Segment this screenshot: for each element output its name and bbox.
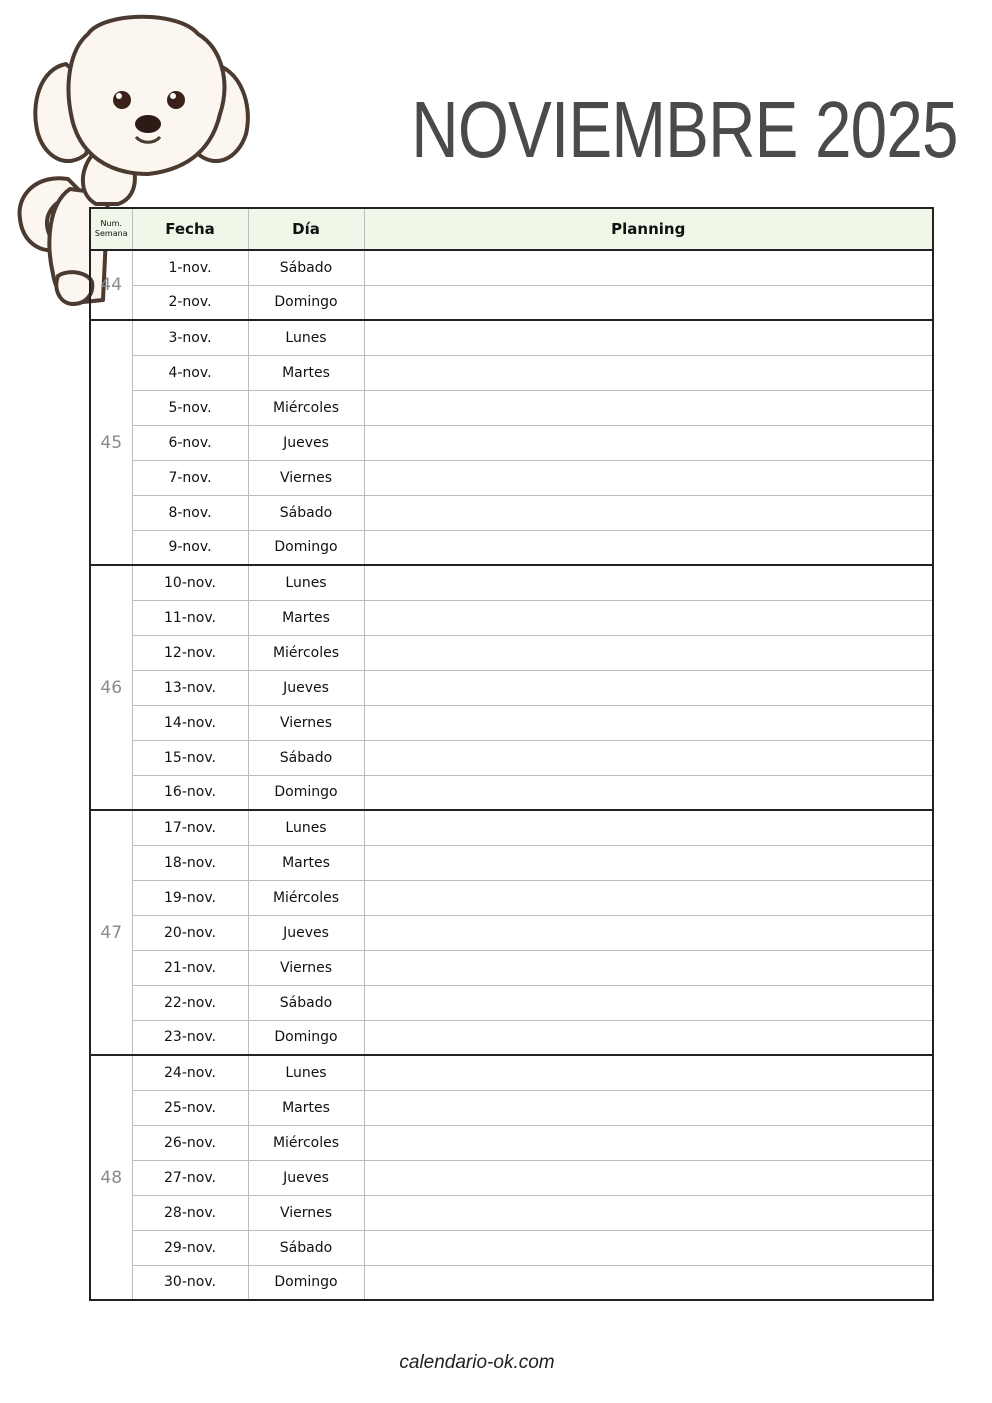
day-cell: Domingo	[248, 1020, 364, 1055]
date-cell: 14-nov.	[132, 705, 248, 740]
table-row	[90, 320, 933, 355]
day-cell: Martes	[248, 600, 364, 635]
planning-cell[interactable]	[364, 880, 933, 915]
date-cell: 30-nov.	[132, 1265, 248, 1300]
planning-cell[interactable]	[364, 1160, 933, 1195]
day-cell: Domingo	[248, 1265, 364, 1300]
planning-cell[interactable]	[364, 285, 933, 320]
day-cell: Jueves	[248, 915, 364, 950]
day-cell: Viernes	[248, 950, 364, 985]
date-cell: 17-nov.	[132, 810, 248, 845]
day-cell: Sábado	[248, 1230, 364, 1265]
planning-header: Planning	[364, 208, 933, 250]
date-cell: 13-nov.	[132, 670, 248, 705]
table-row	[90, 495, 933, 530]
page-title: NOVIEMBRE 2025	[411, 85, 958, 174]
planning-cell[interactable]	[364, 495, 933, 530]
date-cell: 10-nov.	[132, 565, 248, 600]
day-cell: Sábado	[248, 985, 364, 1020]
planning-cell[interactable]	[364, 390, 933, 425]
day-cell: Martes	[248, 355, 364, 390]
date-cell: 26-nov.	[132, 1125, 248, 1160]
table-row	[90, 810, 933, 845]
week-number-header-line2: Semana	[94, 229, 128, 238]
table-row	[90, 1160, 933, 1195]
table-row	[90, 390, 933, 425]
table-row	[90, 565, 933, 600]
planning-cell[interactable]	[364, 600, 933, 635]
day-cell: Sábado	[248, 250, 364, 285]
date-cell: 22-nov.	[132, 985, 248, 1020]
table-row	[90, 1195, 933, 1230]
table-row	[90, 1055, 933, 1090]
planning-cell[interactable]	[364, 250, 933, 285]
table-row	[90, 705, 933, 740]
planning-cell[interactable]	[364, 320, 933, 355]
table-row	[90, 425, 933, 460]
table-row	[90, 880, 933, 915]
planning-cell[interactable]	[364, 1230, 933, 1265]
table-row	[90, 355, 933, 390]
date-cell: 15-nov.	[132, 740, 248, 775]
date-cell: 4-nov.	[132, 355, 248, 390]
day-cell: Domingo	[248, 530, 364, 565]
table-row	[90, 985, 933, 1020]
planning-cell[interactable]	[364, 1195, 933, 1230]
date-cell: 3-nov.	[132, 320, 248, 355]
planning-cell[interactable]	[364, 810, 933, 845]
date-cell: 21-nov.	[132, 950, 248, 985]
date-cell: 2-nov.	[132, 285, 248, 320]
table-row	[90, 915, 933, 950]
day-cell: Lunes	[248, 565, 364, 600]
footer-website[interactable]: calendario-ok.com	[399, 1352, 555, 1373]
table-header-row	[90, 208, 933, 250]
day-cell: Lunes	[248, 810, 364, 845]
week-number-header-line1: Num.	[100, 219, 122, 228]
table-row	[90, 1020, 933, 1055]
planning-cell[interactable]	[364, 1055, 933, 1090]
date-cell: 23-nov.	[132, 1020, 248, 1055]
date-cell: 12-nov.	[132, 635, 248, 670]
planning-cell[interactable]	[364, 1125, 933, 1160]
date-cell: 1-nov.	[132, 250, 248, 285]
day-cell: Miércoles	[248, 880, 364, 915]
planning-cell[interactable]	[364, 670, 933, 705]
table-row	[90, 530, 933, 565]
planning-cell[interactable]	[364, 915, 933, 950]
table-row	[90, 1230, 933, 1265]
planning-cell[interactable]	[364, 355, 933, 390]
table-row	[90, 460, 933, 495]
day-cell: Martes	[248, 845, 364, 880]
date-cell: 16-nov.	[132, 775, 248, 810]
planning-cell[interactable]	[364, 740, 933, 775]
planning-cell[interactable]	[364, 1090, 933, 1125]
calendar-body	[90, 250, 933, 1300]
day-cell: Viernes	[248, 1195, 364, 1230]
date-cell: 18-nov.	[132, 845, 248, 880]
planning-cell[interactable]	[364, 705, 933, 740]
date-cell: 8-nov.	[132, 495, 248, 530]
planning-cell[interactable]	[364, 950, 933, 985]
date-cell: 29-nov.	[132, 1230, 248, 1265]
planning-cell[interactable]	[364, 775, 933, 810]
day-cell: Sábado	[248, 740, 364, 775]
planning-cell[interactable]	[364, 460, 933, 495]
date-header: Fecha	[132, 208, 248, 250]
week-number-cell: 48	[90, 1055, 132, 1300]
day-cell: Jueves	[248, 670, 364, 705]
week-number-cell: 45	[90, 320, 132, 565]
table-row	[90, 1090, 933, 1125]
day-cell: Domingo	[248, 285, 364, 320]
day-cell: Lunes	[248, 1055, 364, 1090]
week-number-cell: 46	[90, 565, 132, 810]
day-cell: Viernes	[248, 460, 364, 495]
planning-cell[interactable]	[364, 1265, 933, 1300]
day-cell: Miércoles	[248, 390, 364, 425]
day-cell: Domingo	[248, 775, 364, 810]
table-row	[90, 950, 933, 985]
table-row	[90, 600, 933, 635]
week-number-cell: 47	[90, 810, 132, 1055]
table-row	[90, 1125, 933, 1160]
planning-cell[interactable]	[364, 635, 933, 670]
table-row	[90, 285, 933, 320]
day-cell: Miércoles	[248, 1125, 364, 1160]
planning-cell[interactable]	[364, 985, 933, 1020]
table-row	[90, 775, 933, 810]
day-cell: Jueves	[248, 1160, 364, 1195]
day-cell: Viernes	[248, 705, 364, 740]
date-cell: 27-nov.	[132, 1160, 248, 1195]
date-cell: 28-nov.	[132, 1195, 248, 1230]
planning-cell[interactable]	[364, 425, 933, 460]
date-cell: 9-nov.	[132, 530, 248, 565]
day-cell: Martes	[248, 1090, 364, 1125]
week-number-cell: 44	[90, 250, 132, 320]
planning-cell[interactable]	[364, 845, 933, 880]
day-header: Día	[248, 208, 364, 250]
planning-cell[interactable]	[364, 530, 933, 565]
planning-cell[interactable]	[364, 1020, 933, 1055]
planning-cell[interactable]	[364, 565, 933, 600]
day-cell: Miércoles	[248, 635, 364, 670]
table-row	[90, 670, 933, 705]
date-cell: 25-nov.	[132, 1090, 248, 1125]
table-row	[90, 635, 933, 670]
table-row	[90, 740, 933, 775]
date-cell: 7-nov.	[132, 460, 248, 495]
date-cell: 11-nov.	[132, 600, 248, 635]
monthly-planner-table	[89, 207, 934, 1301]
table-row	[90, 250, 933, 285]
date-cell: 6-nov.	[132, 425, 248, 460]
week-number-header	[90, 208, 132, 250]
day-cell: Lunes	[248, 320, 364, 355]
table-row	[90, 1265, 933, 1300]
day-cell: Jueves	[248, 425, 364, 460]
date-cell: 24-nov.	[132, 1055, 248, 1090]
date-cell: 20-nov.	[132, 915, 248, 950]
date-cell: 5-nov.	[132, 390, 248, 425]
table-row	[90, 845, 933, 880]
day-cell: Sábado	[248, 495, 364, 530]
date-cell: 19-nov.	[132, 880, 248, 915]
